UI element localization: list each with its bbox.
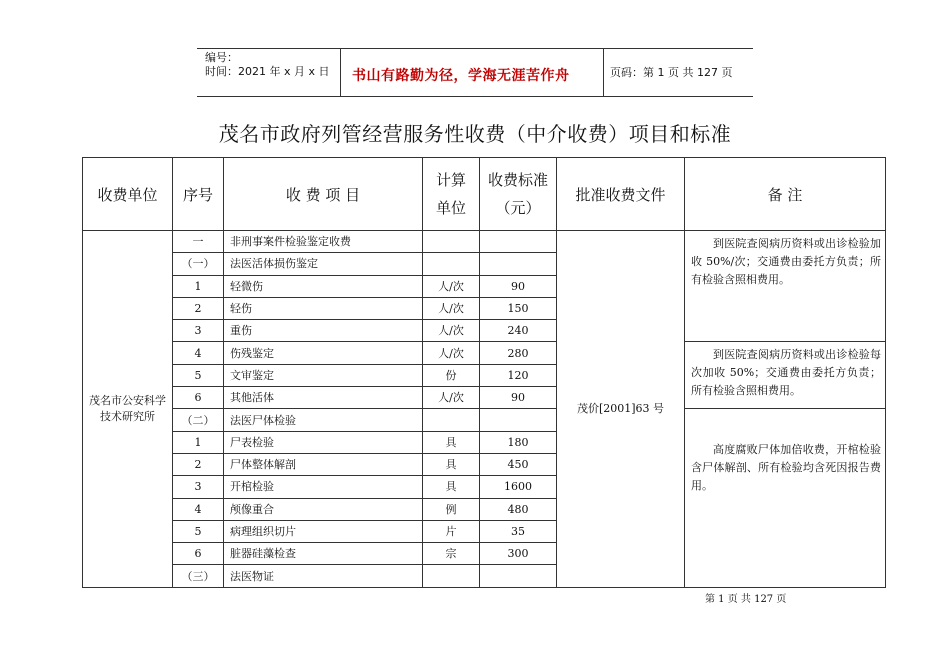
seq-cell: 5	[173, 520, 224, 542]
item-cell: 轻微伤	[224, 275, 423, 297]
header-item: 收 费 项 目	[224, 158, 423, 231]
note-cell-2	[685, 342, 886, 409]
header-bottom-rule	[197, 96, 753, 97]
header-unit: 收费单位	[83, 158, 173, 231]
item-cell: 其他活体	[224, 387, 423, 409]
unit-cell	[423, 253, 480, 275]
seq-cell: 2	[173, 297, 224, 319]
unit-cell: 宗	[423, 543, 480, 565]
fee-table	[82, 157, 886, 588]
note-1: 到医院查阅病历资料或出诊检验加收 50%/次；交通费由委托方负责；所有检验含照相费用。	[691, 237, 881, 286]
header-motto: 书山有路勤为径，学海无涯苦作舟	[352, 68, 570, 84]
page-title: 茂名市政府列管经营服务性收费（中介收费）项目和标准	[218, 122, 732, 146]
seq-cell: 4	[173, 342, 224, 364]
seq-cell: （三）	[173, 565, 224, 587]
table-header-row	[83, 158, 886, 231]
item-cell: 重伤	[224, 320, 423, 342]
seq-cell: （二）	[173, 409, 224, 431]
seq-cell: 4	[173, 498, 224, 520]
seq-cell: 1	[173, 275, 224, 297]
doc-ref: 茂价[2001]63 号	[576, 402, 665, 416]
unit-cell: 具	[423, 453, 480, 475]
price-cell: 280	[480, 342, 557, 364]
item-cell: 颅像重合	[224, 498, 423, 520]
price-cell: 450	[480, 453, 557, 475]
unit-cell: 份	[423, 364, 480, 386]
item-cell: 尸体整体解剖	[224, 453, 423, 475]
unit-cell: 人/次	[423, 387, 480, 409]
item-cell: 非刑事案件检验鉴定收费	[224, 231, 423, 253]
item-cell: 文审鉴定	[224, 364, 423, 386]
header-std-line2: （元）	[495, 199, 541, 217]
header-note: 备 注	[685, 158, 886, 231]
seq-cell: 3	[173, 476, 224, 498]
unit-cell	[423, 231, 480, 253]
seq-cell: 一	[173, 231, 224, 253]
seq-cell: （一）	[173, 253, 224, 275]
price-cell: 150	[480, 297, 557, 319]
price-cell: 1600	[480, 476, 557, 498]
item-cell: 开棺检验	[224, 476, 423, 498]
price-cell: 120	[480, 364, 557, 386]
seq-cell: 5	[173, 364, 224, 386]
price-cell: 300	[480, 543, 557, 565]
seq-cell: 3	[173, 320, 224, 342]
price-cell: 35	[480, 520, 557, 542]
item-cell: 伤残鉴定	[224, 342, 423, 364]
table-row	[83, 342, 886, 364]
item-cell: 法医尸体检验	[224, 409, 423, 431]
unit-cell: 片	[423, 520, 480, 542]
header-divider-left	[340, 48, 341, 97]
item-cell: 法医活体损伤鉴定	[224, 253, 423, 275]
price-cell	[480, 409, 557, 431]
table-row	[83, 409, 886, 431]
header-number: 编号：	[205, 51, 238, 64]
seq-cell: 1	[173, 431, 224, 453]
price-cell	[480, 253, 557, 275]
unit-cell	[423, 565, 480, 587]
header-calc-unit	[423, 158, 480, 231]
doc-ref-cell	[557, 231, 685, 588]
note-2: 到医院查阅病历资料或出诊检验每次加收 50%；交通费由委托方负责；所有检验含照相费用。	[691, 348, 881, 398]
seq-cell: 6	[173, 387, 224, 409]
table-row	[83, 231, 886, 253]
header-time: 时间：2021 年 x 月 x 日	[205, 65, 330, 78]
header-doc: 批准收费文件	[557, 158, 685, 231]
item-cell: 尸表检验	[224, 431, 423, 453]
price-cell: 180	[480, 431, 557, 453]
unit-name: 茂名市公安科学技术研究所	[89, 393, 166, 423]
unit-cell: 具	[423, 431, 480, 453]
unit-cell: 例	[423, 498, 480, 520]
unit-cell: 人/次	[423, 275, 480, 297]
unit-cell	[423, 409, 480, 431]
header-page-info: 页码：第 1 页 共 127 页	[610, 66, 733, 79]
unit-cell: 具	[423, 476, 480, 498]
footer-page-number: 第 1 页 共 127 页	[705, 594, 787, 605]
unit-name-cell	[83, 231, 173, 588]
header-calc-line1: 计算	[435, 171, 466, 189]
note-cell-1	[685, 231, 886, 342]
note-cell-3	[685, 409, 886, 587]
price-cell	[480, 231, 557, 253]
unit-cell: 人/次	[423, 320, 480, 342]
seq-cell: 2	[173, 453, 224, 475]
unit-cell: 人/次	[423, 297, 480, 319]
item-cell: 脏器硅藻检查	[224, 543, 423, 565]
seq-cell: 6	[173, 543, 224, 565]
header-seq: 序号	[173, 158, 224, 231]
header-top-rule	[197, 48, 753, 49]
price-cell: 240	[480, 320, 557, 342]
price-cell: 90	[480, 387, 557, 409]
header-std-line1: 收费标准	[487, 171, 548, 189]
header-calc-line2: 单位	[435, 199, 466, 217]
item-cell: 病理组织切片	[224, 520, 423, 542]
price-cell: 90	[480, 275, 557, 297]
price-cell: 480	[480, 498, 557, 520]
item-cell: 法医物证	[224, 565, 423, 587]
note-3: 高度腐败尸体加倍收费，开棺检验含尸体解剖、所有检验均含死因报告费用。	[691, 443, 881, 493]
header-standard	[480, 158, 557, 231]
unit-cell: 人/次	[423, 342, 480, 364]
item-cell: 轻伤	[224, 297, 423, 319]
header-divider-right	[603, 48, 604, 97]
price-cell	[480, 565, 557, 587]
